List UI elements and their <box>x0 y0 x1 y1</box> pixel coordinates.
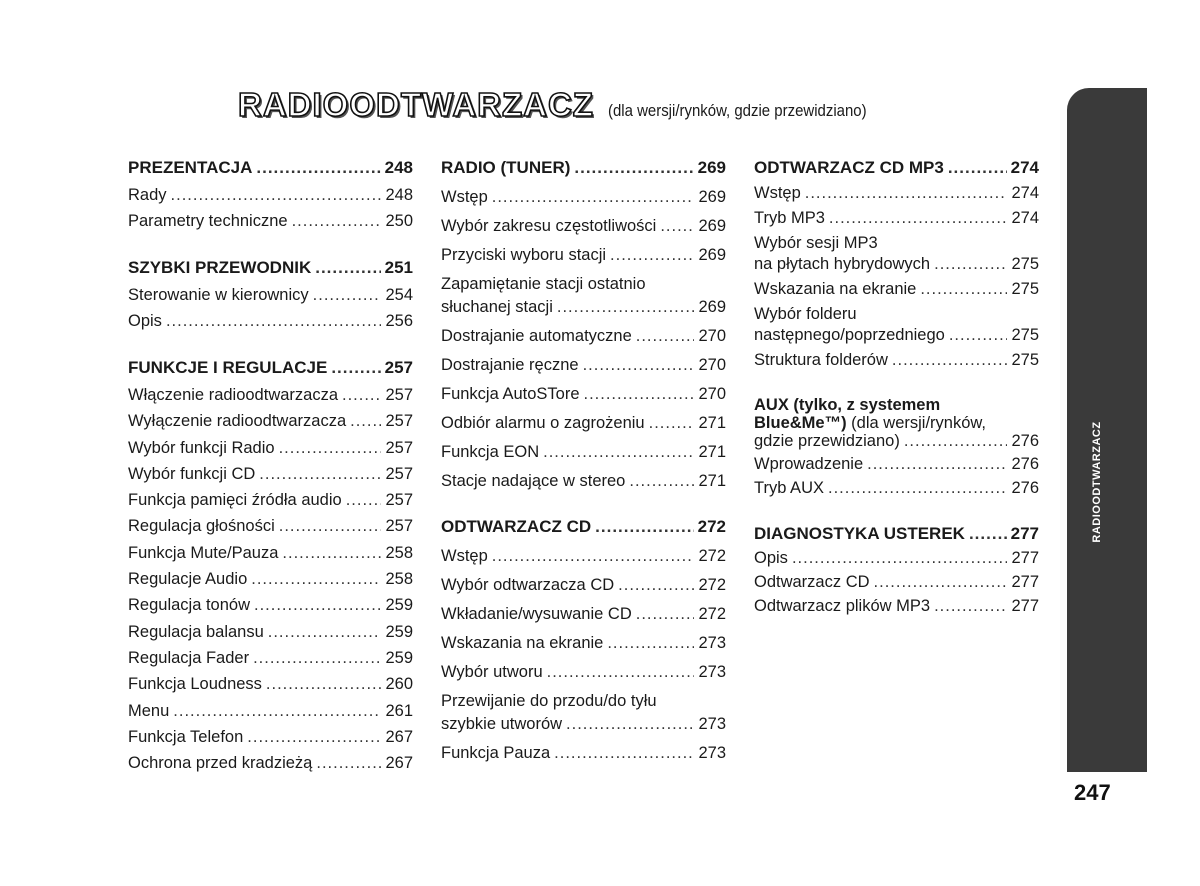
page-subtitle: (dla wersji/rynków, gdzie przewidziano) <box>607 101 867 120</box>
toc-entry[interactable]: Wprowadzenie ..... 276 <box>754 454 1039 474</box>
toc-entry-multiline[interactable]: Przewijanie do przodu/do tyłu szybkie utworów ..... 273 <box>441 691 726 734</box>
toc-entry[interactable]: Wskazania na ekranie ..... 275 <box>754 279 1039 299</box>
toc-entry[interactable]: Wstęp ..... 274 <box>754 183 1039 203</box>
toc-entry[interactable]: Stacje nadające w stereo ..... 271 <box>441 471 726 491</box>
toc-entry[interactable]: Funkcja Pauza ..... 273 <box>441 743 726 763</box>
toc-section <box>754 524 1039 616</box>
section-tab <box>1067 88 1147 772</box>
toc-entry[interactable]: Sterowanie w kierownicy ..... 254 <box>128 285 413 305</box>
toc-entry[interactable]: Funkcja AutoSTore ..... 270 <box>441 384 726 404</box>
toc-section <box>128 258 413 331</box>
toc-entry[interactable]: Funkcja EON ..... 271 <box>441 442 726 462</box>
toc-entry[interactable]: Dostrajanie ręczne ..... 270 <box>441 355 726 375</box>
toc-entry[interactable]: Wybór zakresu częstotliwości ..... 269 <box>441 216 726 236</box>
toc-entry[interactable]: Odtwarzacz plików MP3 ..... 277 <box>754 596 1039 616</box>
toc-entry[interactable]: Włączenie radioodtwarzacza ..... 257 <box>128 385 413 405</box>
toc-section-heading[interactable]: PREZENTACJA ..... 248 <box>128 158 413 178</box>
toc-entry[interactable]: Wstęp ..... 272 <box>441 546 726 566</box>
toc-entry[interactable]: Regulacja tonów ..... 259 <box>128 595 413 615</box>
toc-section <box>754 396 1039 498</box>
toc-entry[interactable]: Wybór funkcji CD ..... 257 <box>128 464 413 484</box>
toc-section <box>128 158 413 231</box>
toc-section <box>754 158 1039 370</box>
toc-entry[interactable]: Przyciski wyboru stacji ..... 269 <box>441 245 726 265</box>
toc-entry[interactable]: Tryb AUX ..... 276 <box>754 478 1039 498</box>
toc-entry[interactable]: Dostrajanie automatyczne ..... 270 <box>441 326 726 346</box>
toc-entry-multiline[interactable]: Wybór folderu następnego/poprzedniego ..... 275 <box>754 304 1039 345</box>
toc-section-heading[interactable]: ODTWARZACZ CD ..... 272 <box>441 517 726 537</box>
toc-column-3 <box>754 158 1039 616</box>
toc-entry[interactable]: Wybór utworu ..... 273 <box>441 662 726 682</box>
toc-entry[interactable]: Regulacje Audio ..... 258 <box>128 569 413 589</box>
toc-entry[interactable]: Wskazania na ekranie ..... 273 <box>441 633 726 653</box>
toc-entry[interactable]: Wybór odtwarzacza CD ..... 272 <box>441 575 726 595</box>
toc-entry[interactable]: Wkładanie/wysuwanie CD ..... 272 <box>441 604 726 624</box>
page-title: RADIOODTWARZACZ <box>238 86 594 123</box>
toc-section-heading[interactable]: ODTWARZACZ CD MP3 ..... 274 <box>754 158 1039 178</box>
toc-entry[interactable]: Rady ..... 248 <box>128 185 413 205</box>
page-header <box>238 86 902 124</box>
page-number: 247 <box>1074 780 1111 805</box>
toc-entry[interactable]: Ochrona przed kradzieżą ..... 267 <box>128 753 413 773</box>
toc-entry[interactable]: Odtwarzacz CD ..... 277 <box>754 572 1039 592</box>
toc-section-heading-multiline[interactable]: AUX (tylko, z systemem Blue&Me™) (dla wersji/rynków, gdzie przewidziano) ..... 276 <box>754 396 1039 450</box>
toc-entry[interactable]: Struktura folderów ..... 275 <box>754 350 1039 370</box>
toc-entry[interactable]: Wyłączenie radioodtwarzacza ..... 257 <box>128 411 413 431</box>
toc-entry[interactable]: Funkcja Loudness ..... 260 <box>128 674 413 694</box>
toc-column-1 <box>128 158 413 773</box>
toc-entry[interactable]: Funkcja pamięci źródła audio ..... 257 <box>128 490 413 510</box>
toc-entry-multiline[interactable]: Zapamiętanie stacji ostatnio słuchanej stacji ..... 269 <box>441 274 726 317</box>
toc-entry[interactable]: Wstęp ..... 269 <box>441 187 726 207</box>
toc-entry[interactable]: Menu ..... 261 <box>128 701 413 721</box>
toc-entry[interactable]: Opis ..... 256 <box>128 311 413 331</box>
toc-entry[interactable]: Regulacja głośności ..... 257 <box>128 516 413 536</box>
toc-entry-multiline[interactable]: Wybór sesji MP3 na płytach hybrydowych ..... 275 <box>754 233 1039 274</box>
toc-section-heading[interactable]: RADIO (TUNER) ..... 269 <box>441 158 726 178</box>
toc-entry[interactable]: Regulacja balansu ..... 259 <box>128 622 413 642</box>
toc-section-heading[interactable]: SZYBKI PRZEWODNIK ..... 251 <box>128 258 413 278</box>
toc-column-2 <box>441 158 726 763</box>
toc-entry[interactable]: Tryb MP3 ..... 274 <box>754 208 1039 228</box>
toc-section <box>441 517 726 763</box>
toc-entry[interactable]: Opis ..... 277 <box>754 548 1039 568</box>
toc-entry[interactable]: Funkcja Telefon ..... 267 <box>128 727 413 747</box>
toc-entry[interactable]: Odbiór alarmu o zagrożeniu ..... 271 <box>441 413 726 433</box>
toc-entry[interactable]: Wybór funkcji Radio ..... 257 <box>128 438 413 458</box>
toc-section-heading[interactable]: FUNKCJE I REGULACJE ..... 257 <box>128 358 413 378</box>
toc-section <box>128 358 413 773</box>
toc-entry[interactable]: Parametry techniczne ..... 250 <box>128 211 413 231</box>
toc-section-heading[interactable]: DIAGNOSTYKA USTEREK ..... 277 <box>754 524 1039 544</box>
toc-section <box>441 158 726 491</box>
toc-entry[interactable]: Regulacja Fader ..... 259 <box>128 648 413 668</box>
section-tab-label: RADIOODTWARZACZ <box>1091 421 1103 543</box>
toc-entry[interactable]: Funkcja Mute/Pauza ..... 258 <box>128 543 413 563</box>
